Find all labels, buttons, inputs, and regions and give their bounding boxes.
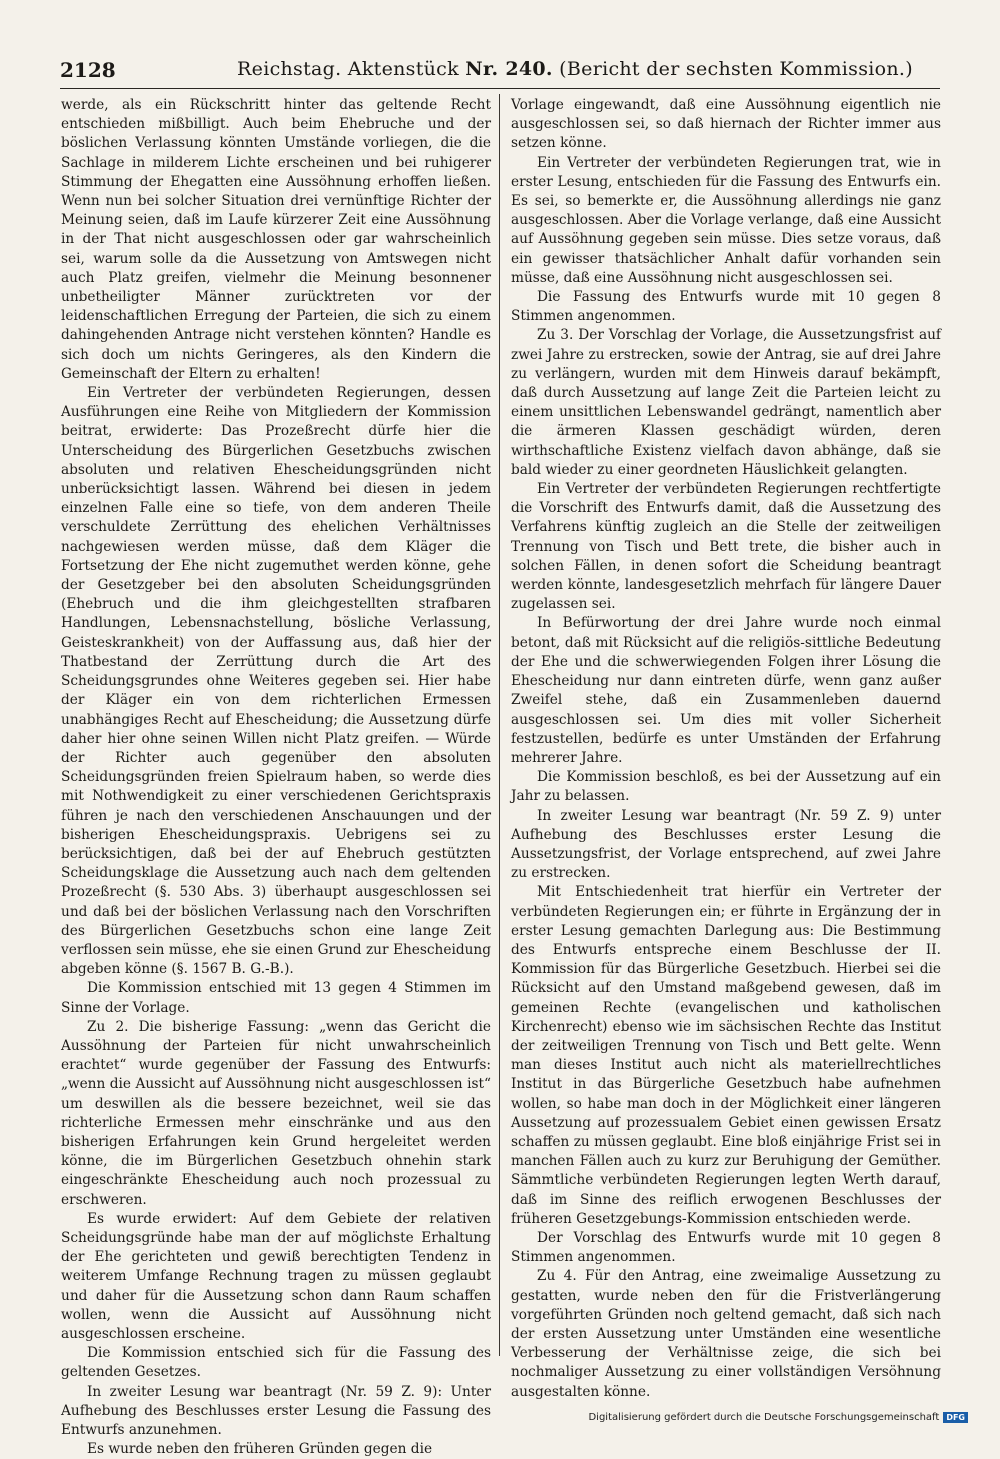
paragraph: Zu 2. Die bisherige Fassung: „wenn das Gericht die Aussöhnung der Parteien für nicht unwahrscheinlich erachtet“ wurde gegenüber der Fassung des Entwurfs: „wenn die Aussicht auf Aussöhnung nicht ausgeschlossen ist“ um deswillen als die bessere bezeichnet, weil sie das richterliche Ermessen mehr einschränke und aus den bisherigen Erfahrungen kein Grund hergeleitet werden könne, die im Bürgerlichen Gesetzbuch ohnehin stark eingeschränkte Ehescheidung auch noch prozessual zu erschweren. (61, 1018, 491, 1208)
paragraph: Es wurde erwidert: Auf dem Gebiete der relativen Scheidungsgründe habe man der auf möglichste Erhaltung der Ehe gerichteten und gewiß berechtigten Tendenz in weiterem Umfange Rechnung tragen zu müssen geglaubt und daher für die Aussetzung schon dann Raum schaffen wollen, wenn die Aussicht auf Aussöhnung nicht ausgeschlossen erscheine. (61, 1210, 491, 1342)
paragraph: Mit Entschiedenheit trat hierfür ein Vertreter der verbündeten Regierungen ein; er führte in Ergänzung der in erster Lesung gemachten Darlegung aus: Die Bestimmung des Entwurfs entspreche einem Beschlusse der II. Kommission für das Bürgerliche Gesetzbuch. Hierbei sei die Rücksicht auf den Umstand maßgebend gewesen, daß im gemeinen Rechte (evangelischen und katholischen Kirchenrecht) ebenso wie im sächsischen Rechte das Institut der zeitweiligen Trennung von Tisch und Bett gelte. Wenn man dieses Institut auch nicht als materiellrechtliches Institut in das Bürgerliche Gesetzbuch habe aufnehmen wollen, so habe man doch in der Möglichkeit einer längeren Aussetzung auf prozessualem Gebiet einen gewissen Ersatz schaffen zu müssen geglaubt. Eine bloß einjährige Frist sei in manchen Fällen auch zu kurz zur Beruhigung der Gemüther. Sämmtliche verbündeten Regierungen legten Werth darauf, daß im Sinne des reiflich erwogenen Beschlusses der früheren Gesetzgebungs-Kommission entschieden werde. (511, 884, 941, 1227)
paragraph: Die Kommission entschied mit 13 gegen 4 Stimmen im Sinne der Vorlage. (61, 980, 491, 1016)
paragraph: Die Fassung des Entwurfs wurde mit 10 gegen 8 Stimmen angenommen. (511, 289, 941, 325)
paragraph: In zweiter Lesung war beantragt (Nr. 59 Z. 9) unter Aufhebung des Beschlusses erster Lesung die Aussetzungsfrist, der Vorlage entsprechend, auf zwei Jahre zu erstrecken. (511, 807, 941, 882)
paragraph: In Befürwortung der drei Jahre wurde noch einmal betont, daß mit Rücksicht auf die religiös-sittliche Bedeutung der Ehe und die schwerwiegenden Folgen ihrer Lösung die Ehescheidung nur dann eintreten dürfe, wenn ganz außer Zweifel stehe, daß ein Zusammenleben dauernd ausgeschlossen sei. Um dies mit voller Sicherheit festzustellen, bedürfe es unter Umständen der Erfahrung mehrerer Jahre. (511, 615, 941, 766)
paragraph: In zweiter Lesung war beantragt (Nr. 59 Z. 9): Unter Aufhebung des Beschlusses erster Lesung die Fassung des Entwurfs anzunehmen. (61, 1383, 491, 1439)
paragraph: Der Vorschlag des Entwurfs wurde mit 10 gegen 8 Stimmen angenommen. (511, 1229, 941, 1266)
running-title-prefix: Reichstag. Aktenstück (237, 58, 459, 80)
right-column (511, 96, 941, 1402)
paragraph: Ein Vertreter der verbündeten Regierungen trat, wie in erster Lesung, entschieden für die Fassung des Entwurfs ein. Es sei, so bemerkte er, die Aussöhnung allerdings nie ganz ausgeschlossen. Aber die Vorlage verlange, daß eine Aussicht auf Aussöhnung gegeben sein müsse. Dies setze voraus, daß ein gewisser thatsächlicher Anhalt dafür vorhanden sein müsse, daß eine Aussöhnung nicht ausgeschlossen sei. (511, 154, 941, 286)
page-number: 2128 (60, 58, 116, 82)
paragraph: Ein Vertreter der verbündeten Regierungen rechtfertigte die Vorschrift des Entwurfs damit, daß die Aussetzung des Verfahrens künftig zugleich an die Stelle der zeitweiligen Trennung von Tisch und Bett trete, die bisher auch in solchen Fällen, in denen sofort die Scheidung beantragt werden könnte, landesgesetzlich mehrfach für längere Dauer zugelassen sei. (511, 481, 941, 613)
paragraph: Es wurde neben den früheren Gründen gegen die (87, 1441, 433, 1458)
dfg-logo: DFG (943, 1412, 968, 1423)
left-column (61, 96, 491, 1459)
running-title (210, 58, 940, 80)
paragraph: Die Kommission beschloß, es bei der Aussetzung auf ein Jahr zu belassen. (511, 769, 941, 805)
column-divider (499, 94, 500, 1356)
footer-text: Digitalisierung gefördert durch die Deutsche Forschungsgemeinschaft (588, 1412, 940, 1423)
footer-credit (588, 1412, 968, 1423)
document-number: Nr. 240. (465, 58, 553, 80)
paragraph: werde, als ein Rückschritt hinter das geltende Recht entschieden mißbilligt. Auch beim Ehebruche und der böslichen Verlassung könnten Umstände vorliegen, die die Sachlage in milderem Lichte erscheinen und bei ruhigerer Stimmung der Ehegatten eine Aussöhnung erhoffen ließen. Wenn nun bei solcher Situation drei vernünftige Richter der Meinung seien, daß im Laufe kürzerer Zeit eine Aussöhnung in der That nicht ausgeschlossen oder gar wahrscheinlich sei, warum solle da die Aussetzung von Amtswegen nicht auch Platz greifen, vielmehr die Meinung besonnener unbetheiligter Männer zurücktreten vor der leidenschaftlichen Erregung der Parteien, die sich zu einem dahingehenden Antrage nicht verstehen könnten? Handle es sich doch um nichts Geringeres, als den Kindern die Gemeinschaft der Eltern zu erhalten! (61, 97, 491, 382)
paragraph: Vorlage eingewandt, daß eine Aussöhnung eigentlich nie ausgeschlossen sei, so daß hiernach der Richter immer aus setzen könne. (511, 97, 941, 152)
paragraph: Die Kommission entschied sich für die Fassung des geltenden Gesetzes. (61, 1345, 491, 1381)
paragraph: Zu 3. Der Vorschlag der Vorlage, die Aussetzungsfrist auf zwei Jahre zu erstrecken, sowie der Antrag, sie auf drei Jahre zu verlängern, wurden mit dem Hinweis darauf bekämpft, daß durch Aussetzung auf lange Zeit die Parteien leicht zu einem unsittlichen Lebenswandel gedrängt, namentlich aber die ärmeren Klassen geschädigt würden, deren wirthschaftliche Existenz vielfach davon abhänge, daß sie bald wieder zu einer geordneten Häuslichkeit gelangten. (511, 327, 941, 478)
paragraph: Zu 4. Für den Antrag, eine zweimalige Aussetzung zu gestatten, wurde neben den für die Fristverlängerung vorgeführten Gründen noch geltend gemacht, daß sich nach der ersten Aussetzung unter Umständen eine wesentliche Verbesserung der Verhältnisse zeige, die sich bei nochmaliger Aussetzung zu einer vollständigen Versöhnung ausgestalten könne. (511, 1268, 941, 1400)
running-title-suffix: (Bericht der sechsten Kommission.) (559, 58, 913, 80)
paragraph: Ein Vertreter der verbündeten Regierungen, dessen Ausführungen eine Reihe von Mitgliedern der Kommission beitrat, erwiderte: Das Prozeßrecht dürfe hier die Unterscheidung des Bürgerlichen Gesetzbuchs zwischen absoluten und relativen Ehescheidungsgründen nicht unberücksichtigt lassen. Während bei diesen in jedem einzelnen Falle eine so tiefe, von dem anderen Theile verschuldete Zerrüttung des ehelichen Verhältnisses nachgewiesen werden müsse, daß dem Kläger die Fortsetzung der Ehe nicht zugemuthet werden könne, gehe der Gesetzgeber bei den absoluten Scheidungsgründen (Ehebruch und die ihm gleichgestellten strafbaren Handlungen, Lebensnachstellung, bösliche Verlassung, Geisteskrankheit) von der Auffassung aus, daß hier der Thatbestand der Zerrüttung durch die Art des Scheidungsgrundes ohne Weiteres gegeben sei. Hier habe der Kläger ein von dem richterlichen Ermessen unabhängiges Recht auf Ehescheidung; die Aussetzung dürfe daher hier ohne seinen Willen nicht Platz greifen. — Würde der Richter auch gegenüber den absoluten Scheidungsgründen freien Spielraum haben, so werde dies mit Nothwendigkeit zu einer verschiedenen Gerichtspraxis führen je nach den verschiedenen Anschauungen und der bisherigen Ehescheidungspraxis. Uebrigens sei zu berücksichtigen, daß bei der auf Ehebruch gestützten Scheidungsklage die Aussetzung auch nach dem geltenden Prozeßrecht (§. 530 Abs. 3) überhaupt ausgeschlossen sei und daß bei der böslichen Verlassung nach den Vorschriften des Bürgerlichen Gesetzbuchs schon eine lange Zeit verflossen sein müsse, ehe sie einen Grund zur Ehescheidung abgeben könne (§. 1567 B. G.-B.). (61, 385, 491, 978)
page-header (60, 54, 940, 89)
